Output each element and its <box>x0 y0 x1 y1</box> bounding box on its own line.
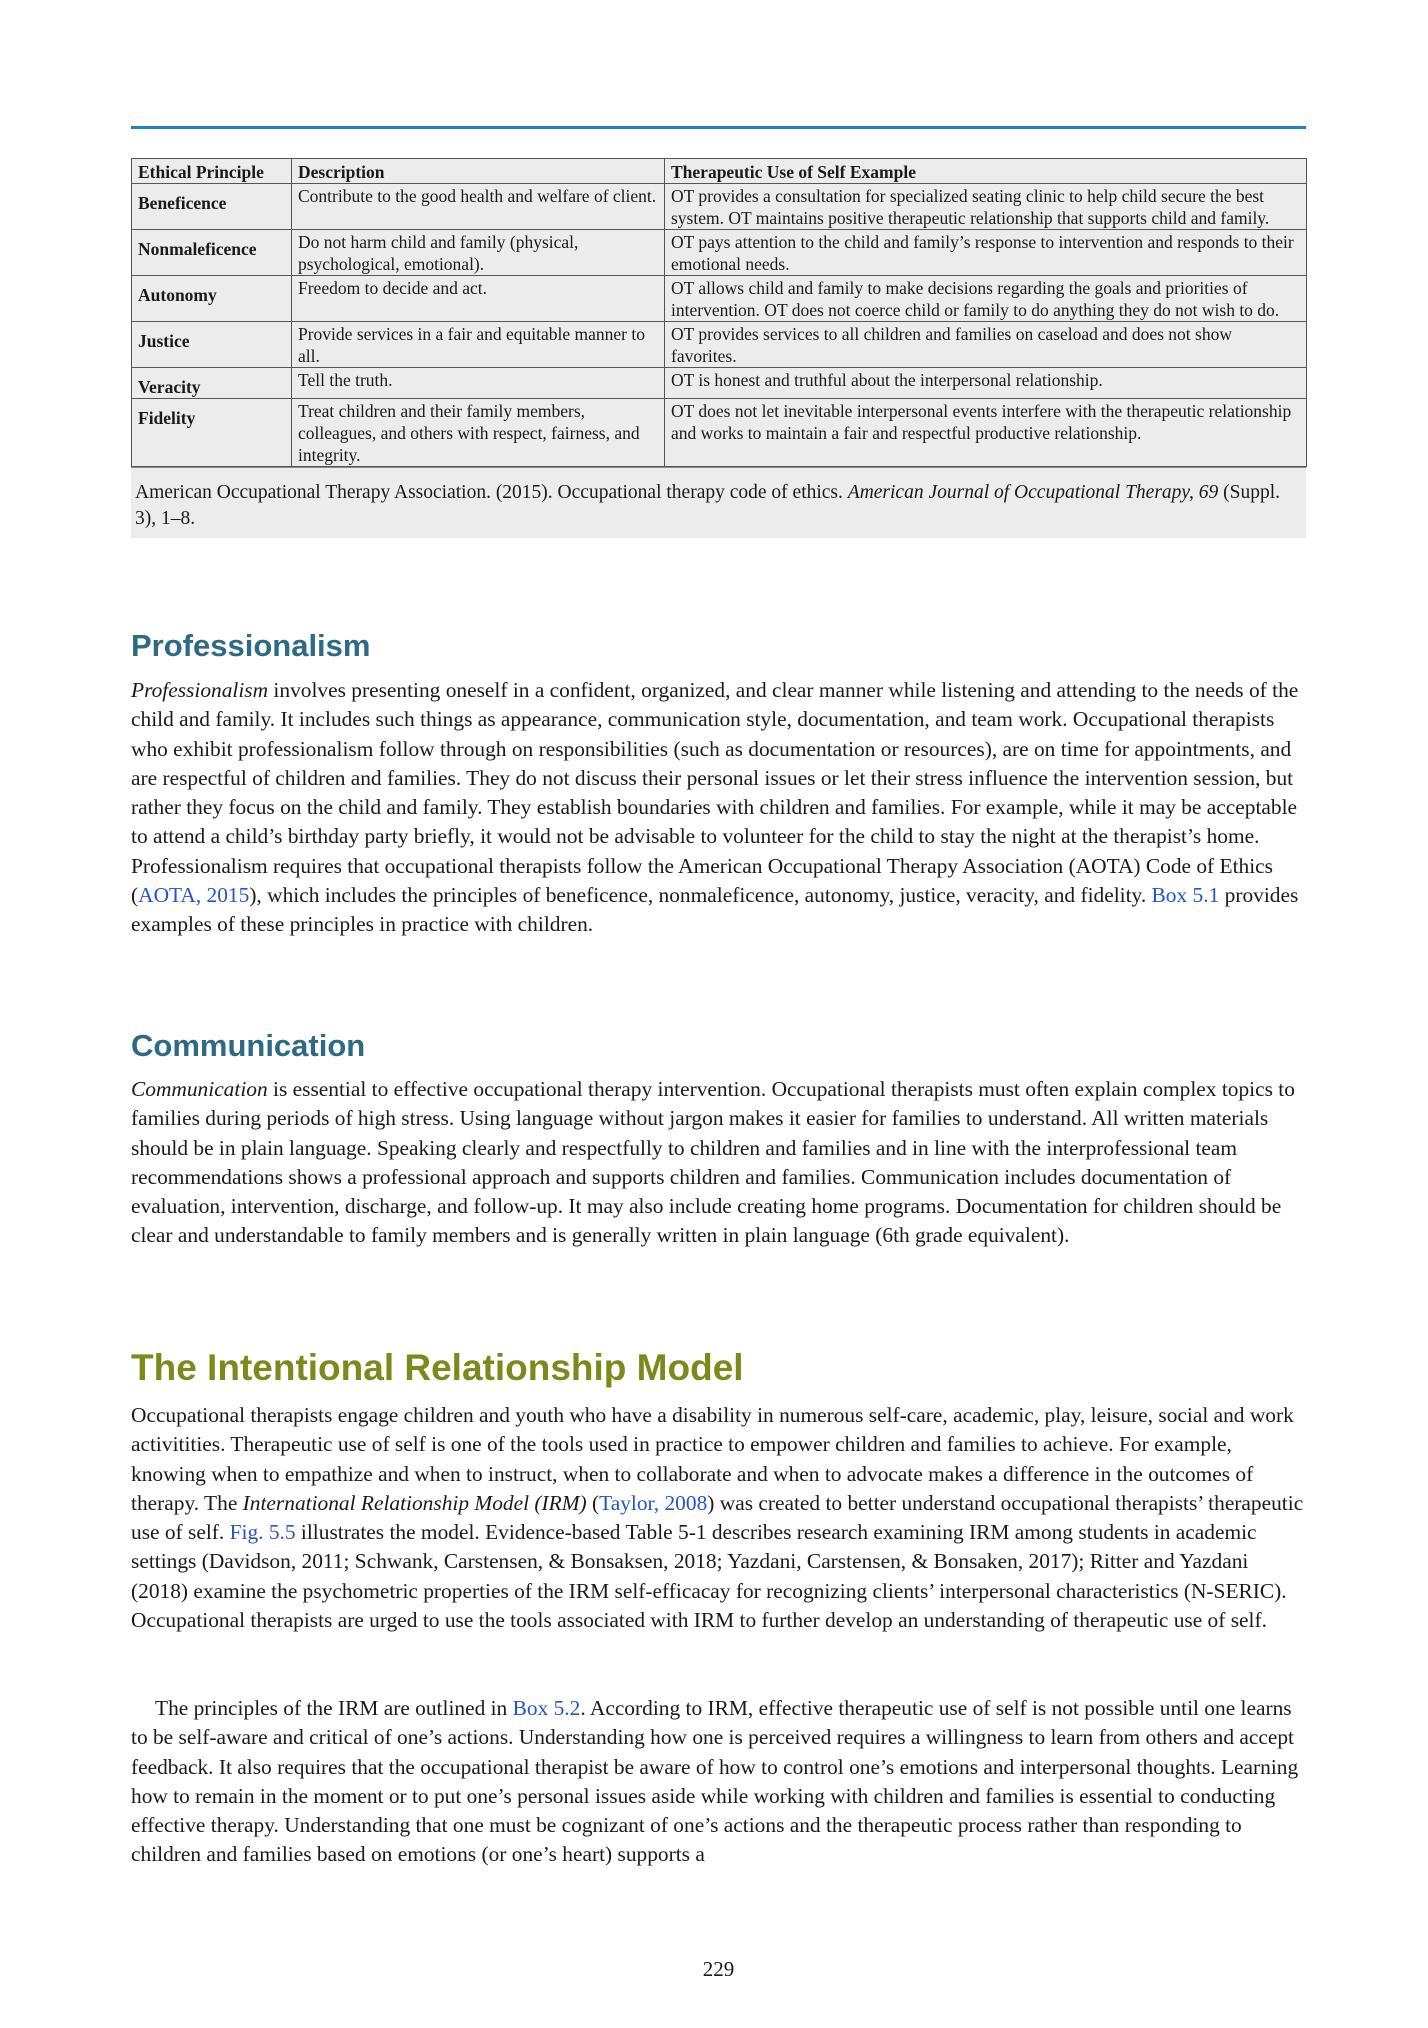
column-header: Description <box>292 159 665 184</box>
ethics-box <box>131 158 1306 538</box>
aota-2015-link[interactable]: AOTA, 2015 <box>138 883 250 908</box>
irm-paragraph-1 <box>131 1401 1306 1635</box>
page-number: 229 <box>702 1957 735 1981</box>
principle-cell: Autonomy <box>132 276 292 322</box>
irm-text: ) was created to better understand occupational therapists’ therapeutic use of self. <box>131 1490 1304 1545</box>
irm-text: . According to IRM, effective therapeutic use of self is not possible until one learns to be self-aware and critical of one’s actions. Understanding how one is perceived requires a willingness to learn from others and accept feedback. It also requires that the occupational therapist be aware of how to control one’s emotions and interpersonal thoughts. Learning how to remain in the moment or to put one’s personal issues aside while working with children and families is essential to conducting effective therapy. Understanding that one must be cognizant of one’s actions and the therapeutic process rather than responding to children and families based on emotions (or one’s heart) supports a <box>131 1696 1299 1867</box>
source-journal: American Journal of Occupational Therapy, 69 <box>847 482 1219 503</box>
principle-cell: Beneficence <box>132 184 292 230</box>
irm-paragraph-2 <box>131 1694 1306 1870</box>
table-header-row <box>132 159 1307 184</box>
irm-term: International Relationship Model (IRM) <box>242 1490 587 1515</box>
professionalism-text: provides examples of these principles in practice with children. <box>131 883 1299 937</box>
table-row <box>132 322 1307 368</box>
communication-text: is essential to effective occupational therapy intervention. Occupational therapists must often explain complex topics to families during periods of high stress. Using language without jargon makes it easier for families to understand. All written materials should be in plain language. Speaking clearly and respectfully to children and families and in line with the interprofessional team recommendations shows a professional approach and supports children and families. Communication includes documentation of evaluation, intervention, discharge, and follow-up. It may also include creating home programs. Documentation for children should be clear and understandable to family members and is generally written in plain language (6th grade equivalent). <box>131 1077 1295 1248</box>
professionalism-text: ), which includes the principles of beneficence, nonmaleficence, autonomy, justice, veracity, and fidelity. <box>249 883 1152 908</box>
communication-term: Communication <box>131 1077 268 1101</box>
description-cell: Provide services in a fair and equitable manner to all. <box>292 322 665 368</box>
description-cell: Contribute to the good health and welfare of client. <box>292 184 665 230</box>
communication-heading: Communication <box>131 1028 366 1063</box>
source-text: American Occupational Therapy Association. (2015). Occupational therapy code of ethics. <box>135 482 848 503</box>
box-source-citation <box>131 467 1306 538</box>
column-header: Ethical Principle <box>132 159 292 184</box>
example-cell: OT provides services to all children and families on caseload and does not show favorites. <box>665 322 1307 368</box>
description-cell: Do not harm child and family (physical, psychological, emotional). <box>292 230 665 276</box>
example-cell: OT is honest and truthful about the interpersonal relationship. <box>665 368 1307 399</box>
irm-text: illustrates the model. Evidence-based Table 5-1 describes research examining IRM among students in academic settings (Davidson, 2011; Schwank, Carstensen, & Bonsaksen, 2018; Yazdani, Carstensen, & Bonsaken, 2017); Ritter and Yazdani (2018) examine the psychometric properties of the IRM self-efficacay for recognizing clients’ interpersonal characteristics (N-SERIC). Occupational therapists are urged to use the tools associated with IRM to further develop an understanding of therapeutic use of self. <box>131 1520 1287 1633</box>
box-5-1-link[interactable]: Box 5.1 <box>1151 883 1220 908</box>
example-cell: OT provides a consultation for specialized seating clinic to help child secure the best system. OT maintains positive therapeutic relationship that supports child and family. <box>665 184 1307 230</box>
irm-text: The principles of the IRM are outlined in <box>155 1696 513 1720</box>
principle-cell: Fidelity <box>132 399 292 467</box>
taylor-2008-link[interactable]: Taylor, 2008 <box>599 1490 708 1515</box>
table-row <box>132 276 1307 322</box>
table-row <box>132 399 1307 467</box>
irm-heading: The Intentional Relationship Model <box>131 1347 744 1388</box>
irm-text: Occupational therapists engage children and youth who have a disability in numerous self-care, academic, play, leisure, social and work activitities. Therapeutic use of self is one of the tools used in practice to empower children and families to achieve. For example, knowing when to empathize and when to instruct, when to collaborate and when to advocate makes a difference in the outcomes of therapy. The <box>131 1403 1294 1515</box>
description-cell: Freedom to decide and act. <box>292 276 665 322</box>
source-suffix: (Suppl. 3), 1–8. <box>135 482 1280 529</box>
table-row <box>132 230 1307 276</box>
box-5-2-link[interactable]: Box 5.2 <box>512 1696 581 1720</box>
example-cell: OT pays attention to the child and family’s response to intervention and responds to their emotional needs. <box>665 230 1307 276</box>
example-cell: OT does not let inevitable interpersonal events interfere with the therapeutic relationship and works to maintain a fair and respectful productive relationship. <box>665 399 1307 467</box>
professionalism-paragraph <box>131 676 1306 940</box>
principle-cell: Justice <box>132 322 292 368</box>
description-cell: Treat children and their family members, colleagues, and others with respect, fairness, and integrity. <box>292 399 665 467</box>
principle-cell: Nonmaleficence <box>132 230 292 276</box>
column-header: Therapeutic Use of Self Example <box>665 159 1307 184</box>
top-rule <box>131 126 1306 129</box>
description-cell: Tell the truth. <box>292 368 665 399</box>
communication-paragraph <box>131 1075 1306 1251</box>
example-cell: OT allows child and family to make decisions regarding the goals and priorities of intervention. OT does not coerce child or family to do anything they do not wish to do. <box>665 276 1307 322</box>
principle-cell: Veracity <box>132 368 292 399</box>
professionalism-heading: Professionalism <box>131 628 371 663</box>
table-row <box>132 368 1307 399</box>
professionalism-term: Professionalism <box>131 678 269 702</box>
ethics-table <box>131 158 1307 467</box>
table-row <box>132 184 1307 230</box>
fig-5-5-link[interactable]: Fig. 5.5 <box>229 1520 296 1545</box>
professionalism-text: involves presenting oneself in a confident, organized, and clear manner while listening and attending to the needs of the child and family. It includes such things as appearance, communication style, documentation, and team work. Occupational therapists who exhibit professionalism follow through on responsibilities (such as documentation or resources), are on time for appointments, and are respectful of children and families. They do not discuss their personal issues or let their stress influence the intervention session, but rather they focus on the child and family. They establish boundaries with children and families. For example, while it may be acceptable to attend a child’s birthday party briefly, it would not be advisable to volunteer for the child to stay the night at the therapist’s home. Professionalism requires that occupational therapists follow the American Occupational Therapy Association (AOTA) Code of Ethics ( <box>131 678 1299 908</box>
irm-text: ( <box>586 1490 600 1515</box>
